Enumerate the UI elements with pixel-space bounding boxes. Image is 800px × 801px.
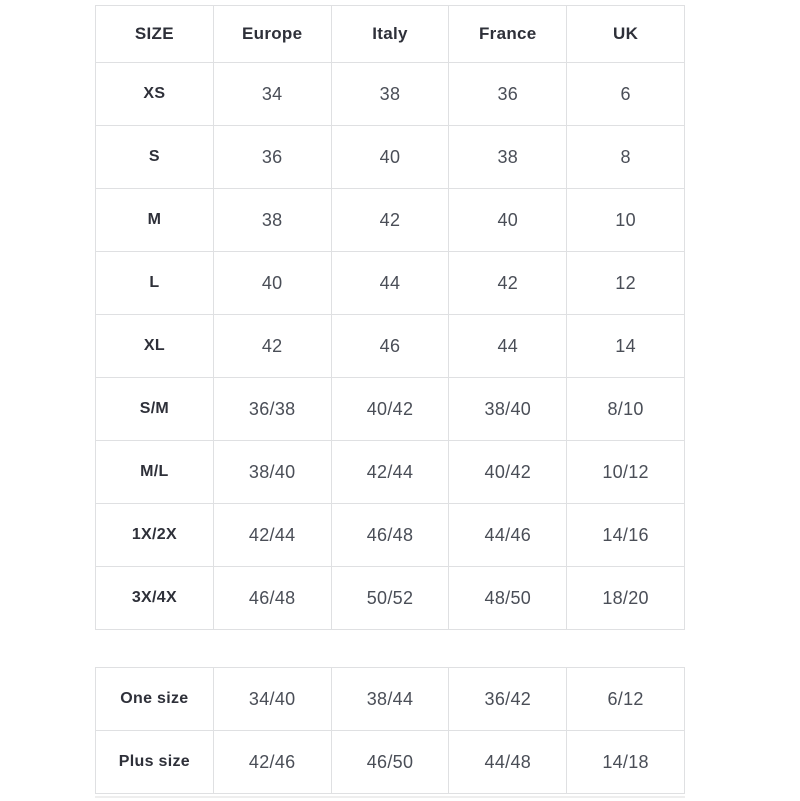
cutoff-next-table-edge xyxy=(95,796,685,801)
table-cell: 36/42 xyxy=(449,668,567,731)
table-row xyxy=(96,189,685,252)
size-label-cell: 3X/4X xyxy=(96,567,214,630)
table-cell: 48/50 xyxy=(449,567,567,630)
table-cell: 10 xyxy=(567,189,685,252)
table-row xyxy=(96,252,685,315)
table-cell: 38/40 xyxy=(213,441,331,504)
table-cell: 38 xyxy=(331,63,449,126)
table-cell: 42/46 xyxy=(213,731,331,794)
table-cell: 42 xyxy=(213,315,331,378)
column-header-europe: Europe xyxy=(213,6,331,63)
table-cell: 46/50 xyxy=(331,731,449,794)
table-row xyxy=(96,668,685,731)
table-cell: 14 xyxy=(567,315,685,378)
column-header-size: SIZE xyxy=(96,6,214,63)
size-label-cell: M/L xyxy=(96,441,214,504)
table-cell: 38 xyxy=(449,126,567,189)
table-cell: 42/44 xyxy=(213,504,331,567)
table-cell: 10/12 xyxy=(567,441,685,504)
table-cell: 38 xyxy=(213,189,331,252)
size-conversion-table xyxy=(95,5,685,630)
table-row xyxy=(96,63,685,126)
table-row xyxy=(96,126,685,189)
table-cell: 40/42 xyxy=(331,378,449,441)
table-cell: 34/40 xyxy=(213,668,331,731)
table-cell: 6/12 xyxy=(567,668,685,731)
table-cell: 40/42 xyxy=(449,441,567,504)
table-cell: 44/46 xyxy=(449,504,567,567)
size-label-cell: 1X/2X xyxy=(96,504,214,567)
table-cell: 40 xyxy=(213,252,331,315)
table-cell: 40 xyxy=(449,189,567,252)
table-cell: 8/10 xyxy=(567,378,685,441)
column-header-france: France xyxy=(449,6,567,63)
table-cell: 36 xyxy=(213,126,331,189)
size-label-cell: L xyxy=(96,252,214,315)
table-cell: 34 xyxy=(213,63,331,126)
table-cell: 36 xyxy=(449,63,567,126)
table-cell: 14/18 xyxy=(567,731,685,794)
table-row xyxy=(96,504,685,567)
size-label-cell: M xyxy=(96,189,214,252)
table-cell: 44 xyxy=(331,252,449,315)
size-label-cell: Plus size xyxy=(96,731,214,794)
table-cell: 38/40 xyxy=(449,378,567,441)
size-label-cell: XL xyxy=(96,315,214,378)
table-cell: 46/48 xyxy=(213,567,331,630)
header-row xyxy=(96,6,685,63)
table-cell: 42 xyxy=(449,252,567,315)
table-cell: 42 xyxy=(331,189,449,252)
table-row xyxy=(96,567,685,630)
table-cell: 8 xyxy=(567,126,685,189)
table-cell: 6 xyxy=(567,63,685,126)
table-cell: 14/16 xyxy=(567,504,685,567)
table-cell: 12 xyxy=(567,252,685,315)
table-cell: 50/52 xyxy=(331,567,449,630)
size-label-cell: S xyxy=(96,126,214,189)
column-header-uk: UK xyxy=(567,6,685,63)
table-cell: 44/48 xyxy=(449,731,567,794)
table-cell: 38/44 xyxy=(331,668,449,731)
table-cell: 42/44 xyxy=(331,441,449,504)
column-header-italy: Italy xyxy=(331,6,449,63)
table-row xyxy=(96,315,685,378)
table-row xyxy=(96,731,685,794)
table-row xyxy=(96,378,685,441)
size-label-cell: XS xyxy=(96,63,214,126)
table-cell: 36/38 xyxy=(213,378,331,441)
table-cell: 46 xyxy=(331,315,449,378)
table-cell: 40 xyxy=(331,126,449,189)
table-cell: 18/20 xyxy=(567,567,685,630)
table-cell: 44 xyxy=(449,315,567,378)
special-sizes-table xyxy=(95,667,685,794)
size-label-cell: S/M xyxy=(96,378,214,441)
table-cell: 46/48 xyxy=(331,504,449,567)
size-label-cell: One size xyxy=(96,668,214,731)
table-row xyxy=(96,441,685,504)
